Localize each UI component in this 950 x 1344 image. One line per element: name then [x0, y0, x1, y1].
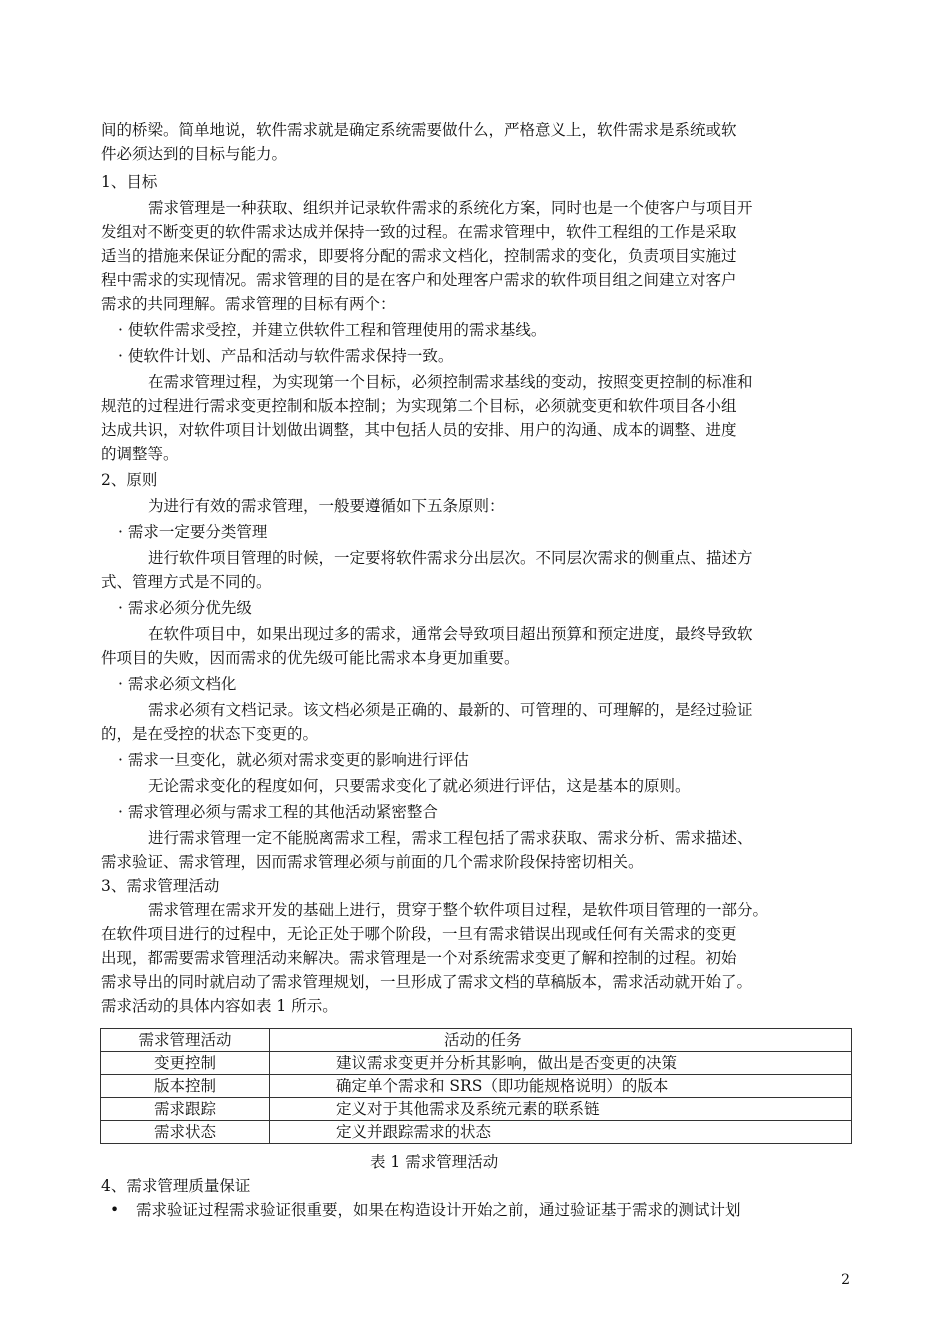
activity-table	[100, 1028, 852, 1144]
list-item: · 需求一旦变化，就必须对需求变更的影响进行评估	[118, 751, 469, 769]
text-line: 件项目的失败，因而需求的优先级可能比需求本身更加重要。	[101, 649, 520, 667]
section-heading: 3、需求管理活动	[101, 877, 220, 895]
table-cell: 版本控制	[101, 1075, 270, 1098]
text-line: 适当的措施来保证分配的需求，即要将分配的需求文档化，控制需求的变化，负责项目实施过	[101, 247, 737, 265]
text-line: 发组对不断变更的软件需求达成并保持一致的过程。在需求管理中，软件工程组的工作是采取	[101, 223, 737, 241]
list-item: · 需求必须文档化	[118, 675, 237, 693]
bullet-mark: •	[110, 1201, 120, 1219]
text-line: 需求管理是一种获取、组织并记录软件需求的系统化方案，同时也是一个使客户与项目开	[148, 199, 753, 217]
text-line: 进行需求管理一定不能脱离需求工程，需求工程包括了需求获取、需求分析、需求描述、	[148, 829, 753, 847]
table-caption: 表 1 需求管理活动	[370, 1153, 499, 1171]
table-cell: 定义并跟踪需求的状态	[270, 1121, 852, 1144]
text-line: 间的桥梁。简单地说，软件需求就是确定系统需要做什么，严格意义上，软件需求是系统或软	[101, 121, 737, 139]
text-line: 在软件项目进行的过程中，无论正处于哪个阶段，一旦有需求错误出现或任何有关需求的变更	[101, 925, 737, 943]
bullet-text: 需求验证过程需求验证很重要，如果在构造设计开始之前，通过验证基于需求的测试计划	[136, 1201, 741, 1219]
list-item: · 使软件计划、产品和活动与软件需求保持一致。	[118, 347, 454, 365]
section-heading: 1、目标	[101, 173, 158, 191]
table-cell: 确定单个需求和 SRS（即功能规格说明）的版本	[270, 1075, 852, 1098]
section-heading: 2、原则	[101, 471, 158, 489]
table-row	[101, 1075, 852, 1098]
text-line: 需求必须有文档记录。该文档必须是正确的、最新的、可管理的、可理解的，是经过验证	[148, 701, 753, 719]
table-row	[101, 1052, 852, 1075]
table-cell: 定义对于其他需求及系统元素的联系链	[270, 1098, 852, 1121]
table-cell: 建议需求变更并分析其影响，做出是否变更的决策	[270, 1052, 852, 1075]
text-line: 在软件项目中，如果出现过多的需求，通常会导致项目超出预算和预定进度，最终导致软	[148, 625, 753, 643]
text-line: 无论需求变化的程度如何，只要需求变化了就必须进行评估，这是基本的原则。	[148, 777, 691, 795]
table-header-row	[101, 1029, 852, 1052]
table-row	[101, 1121, 852, 1144]
text-line: 需求管理在需求开发的基础上进行，贯穿于整个软件项目过程，是软件项目管理的一部分。	[148, 901, 769, 919]
text-line: 需求导出的同时就启动了需求管理规划，一旦形成了需求文档的草稿版本，需求活动就开始了。	[101, 973, 753, 991]
page-number: 2	[841, 1272, 850, 1288]
text-line: 达成共识，对软件项目计划做出调整，其中包括人员的安排、用户的沟通、成本的调整、进度	[101, 421, 737, 439]
table-row	[101, 1098, 852, 1121]
table-cell: 需求跟踪	[101, 1098, 270, 1121]
text-line: 式、管理方式是不同的。	[101, 573, 272, 591]
text-line: 的调整等。	[101, 445, 179, 463]
table-cell: 变更控制	[101, 1052, 270, 1075]
text-line: 规范的过程进行需求变更控制和版本控制；为实现第二个目标，必须就变更和软件项目各小组	[101, 397, 737, 415]
text-line: 件必须达到的目标与能力。	[101, 145, 288, 163]
text-line: 出现，都需要需求管理活动来解决。需求管理是一个对系统需求变更了解和控制的过程。初始	[101, 949, 737, 967]
text-line: 在需求管理过程，为实现第一个目标，必须控制需求基线的变动，按照变更控制的标准和	[148, 373, 753, 391]
list-item: · 需求管理必须与需求工程的其他活动紧密整合	[118, 803, 438, 821]
list-item: · 需求必须分优先级	[118, 599, 252, 617]
section-heading: 4、需求管理质量保证	[101, 1177, 251, 1195]
table-cell: 需求状态	[101, 1121, 270, 1144]
table-header-cell: 需求管理活动	[101, 1029, 270, 1052]
table-header-cell: 活动的任务	[270, 1029, 852, 1052]
list-item: · 需求一定要分类管理	[118, 523, 268, 541]
text-line: 需求活动的具体内容如表 1 所示。	[101, 997, 338, 1015]
list-item: · 使软件需求受控，并建立供软件工程和管理使用的需求基线。	[118, 321, 547, 339]
text-line: 进行软件项目管理的时候，一定要将软件需求分出层次。不同层次需求的侧重点、描述方	[148, 549, 753, 567]
text-line: 为进行有效的需求管理，一般要遵循如下五条原则：	[148, 497, 505, 515]
text-line: 需求验证、需求管理，因而需求管理必须与前面的几个需求阶段保持密切相关。	[101, 853, 644, 871]
text-line: 需求的共同理解。需求管理的目标有两个：	[101, 295, 396, 313]
text-line: 的，是在受控的状态下变更的。	[101, 725, 319, 743]
text-line: 程中需求的实现情况。需求管理的目的是在客户和处理客户需求的软件项目组之间建立对客户	[101, 271, 737, 289]
